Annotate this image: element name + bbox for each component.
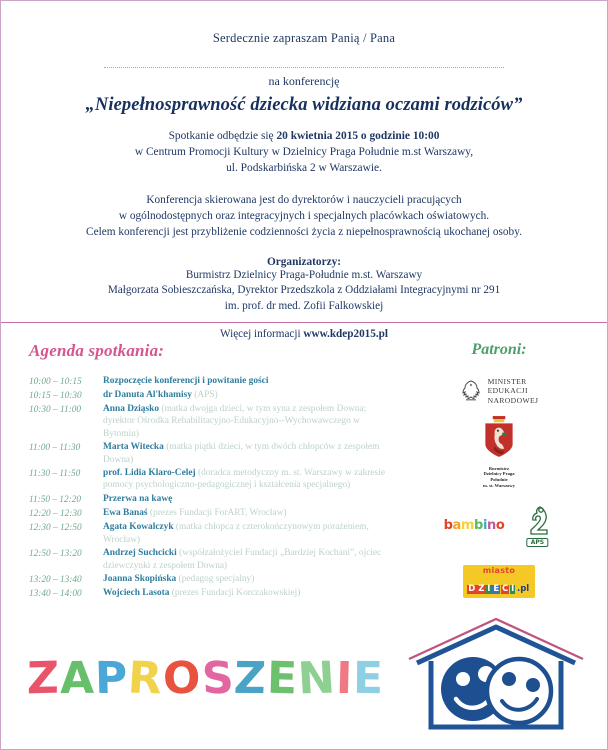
agenda-row-desc: (prezes Fundacji ForART, Wrocław)	[147, 508, 287, 519]
bambino-letter: o	[495, 518, 505, 534]
middle-section	[1, 323, 607, 609]
patrons-panel	[401, 323, 607, 609]
agenda-row-name: Joanna Skopińska	[103, 574, 177, 585]
zaproszenie-letter: Z	[26, 652, 61, 705]
miasto-dzieci-letter: I	[511, 583, 515, 594]
agenda-row-name: Ewa Banaś	[103, 508, 148, 519]
praga-coat-of-arms-icon	[481, 415, 517, 459]
logo-bambino	[444, 518, 505, 533]
invitation-header-section	[1, 1, 607, 341]
agenda-heading: Agenda spotkania:	[29, 341, 165, 360]
zaproszenie-letter: Z	[233, 652, 269, 705]
smiley-filled-eye-left	[456, 672, 470, 686]
agenda-row	[29, 547, 401, 571]
aps-figure-icon	[520, 505, 554, 539]
agenda-row-name: dr Danuta Al'khamisy	[103, 390, 192, 401]
agenda-row-time: 11:00 – 11:30	[29, 442, 81, 453]
organizer-line-3: im. prof. dr med. Zofii Falkowskiej	[224, 299, 384, 312]
more-info-prefix: Więcej informacji	[220, 328, 304, 341]
description-line-3: Celem konferencji jest przybliżenie codzienności życia z niepełnosprawnością ukochanej osoby.	[86, 226, 522, 239]
praga-caption-2: Dzielnicy Praga	[483, 471, 515, 477]
house-smileys-logo	[401, 617, 591, 742]
miasto-dzieci-letter: E	[493, 583, 500, 594]
smiley-outline-eye-left	[502, 672, 516, 686]
smiley-outline-face	[487, 659, 551, 723]
agenda-row	[29, 521, 401, 545]
agenda-row-name: Wojciech Lasota	[103, 588, 170, 599]
agenda-row-name: Rozpoczęcie konferencji i powitanie gości	[103, 376, 269, 386]
agenda-row-text	[103, 573, 260, 585]
agenda-row-text	[103, 441, 401, 465]
na-konferencje-text: na konferencję	[268, 74, 340, 88]
agenda-panel	[1, 323, 401, 609]
agenda-row	[29, 403, 401, 440]
agenda-row-name: Andrzej Suchcicki	[103, 548, 177, 559]
agenda-row-name: prof. Lidia Klaro-Celej	[103, 468, 196, 479]
bambino-letter: i	[482, 518, 487, 534]
patrons-heading: Patroni:	[471, 341, 527, 358]
zaproszenie-letter: A	[59, 652, 96, 705]
logo-miasto-dzieci	[401, 565, 597, 598]
dotted-divider	[104, 66, 504, 68]
agenda-row-desc: (matka chłopca z czterokończynowym porażeniem, Wrocław)	[103, 522, 369, 545]
organizer-line-1: Burmistrz Dzielnicy Praga-Południe m.st. Warszawy	[185, 268, 423, 281]
miasto-dzieci-top: miasto	[482, 565, 516, 575]
agenda-row	[29, 375, 401, 388]
men-line-2: EDUKACJI	[487, 386, 528, 396]
agenda-row-time: 12:50 – 13:20	[29, 548, 82, 559]
agenda-row-desc: (pedagog specjalny)	[176, 574, 255, 585]
event-date-value: 20 kwietnia 2015 o godzinie 10:00	[276, 130, 440, 142]
agenda-row-name: Przerwa na kawę	[103, 494, 173, 505]
agenda-row-time: 12:20 – 12:30	[29, 508, 82, 519]
agenda-row-name: Marta Witecka	[103, 442, 164, 453]
footer-section	[1, 609, 607, 749]
zaproszenie-letter: P	[94, 652, 129, 705]
zaproszenie-wordmark	[26, 652, 401, 705]
bambino-letter: n	[487, 518, 496, 534]
agenda-row	[29, 467, 401, 491]
zaproszenie-letter: N	[296, 652, 338, 705]
bambino-letter: m	[460, 518, 475, 534]
agenda-row-time: 10:30 – 11:00	[29, 404, 81, 415]
praga-caption-4: m. st. Warszawy	[482, 482, 516, 488]
agenda-row-desc: (współzałożyciel Fundacji „Bardziej Kochani”, ojciec dziewczynki z zespołem Downa)	[103, 548, 382, 571]
miasto-dzieci-letter: D	[468, 583, 476, 594]
agenda-row-text	[103, 587, 306, 599]
agenda-row-desc: (APS)	[191, 390, 218, 401]
greeting-text: Serdecznie zapraszam Panią / Pana	[212, 31, 396, 45]
agenda-row-text	[103, 493, 178, 505]
agenda-row-name: Anna Dziąsko	[103, 404, 160, 415]
agenda-row-time: 13:20 – 13:40	[29, 574, 82, 585]
miasto-dzieci-suffix: .pl	[516, 583, 530, 594]
agenda-row-desc: (prezes Fundacji Korczakowskiej)	[169, 588, 301, 599]
zaproszenie-letter: E	[266, 652, 299, 705]
zaproszenie-letter: S	[200, 652, 236, 705]
agenda-row-text	[103, 403, 401, 440]
event-details	[41, 128, 567, 177]
zaproszenie-letter: R	[126, 652, 165, 705]
agenda-row-time: 10:15 – 10:30	[29, 390, 82, 401]
event-date-prefix: Spotkanie odbędzie się	[168, 130, 277, 142]
agenda-row-name: Agata Kowalczyk	[103, 522, 174, 533]
agenda-row	[29, 441, 401, 465]
agenda-row-time: 12:30 – 12:50	[29, 522, 82, 533]
agenda-list	[29, 375, 401, 600]
agenda-row-time: 11:30 – 11:50	[29, 468, 81, 479]
zaproszenie-letter: O	[162, 652, 203, 705]
agenda-row-text	[103, 521, 401, 545]
agenda-row-desc: (matka dwojga dzieci, w tym syna z zespołem Downa; dyrektor Ośrodka Rehabilitacyjno-Edukacyjno--Wychowawczego w Bytomiu)	[103, 404, 367, 439]
description-line-1: Konferencja skierowana jest do dyrektorów i nauczycieli pracujących	[146, 193, 462, 206]
agenda-row-text	[103, 375, 274, 387]
website-link[interactable]: www.kdep2015.pl	[303, 328, 388, 341]
men-line-3: NARODOWEJ	[487, 395, 539, 405]
agenda-row	[29, 507, 401, 520]
event-address-line: ul. Podskarbińska 2 w Warszawie.	[226, 162, 382, 175]
logo-aps	[520, 505, 554, 547]
description-line-2: w ogólnodostępnych oraz integracyjnych i specjalnych placówkach oświatowych.	[118, 209, 490, 222]
event-venue-line: w Centrum Promocji Kultury w Dzielnicy Praga Południe m.st Warszawy,	[134, 146, 474, 159]
agenda-row	[29, 573, 401, 586]
agenda-row-text	[103, 507, 293, 519]
agenda-row-time: 11:50 – 12:20	[29, 494, 81, 505]
conference-title: „Niepełnosprawność dziecka widziana oczami rodziców”	[85, 95, 523, 115]
zaproszenie-letter: I	[335, 652, 355, 705]
bambino-letter: a	[452, 518, 461, 534]
logo-men	[401, 377, 597, 405]
zaproszenie-letter: E	[353, 652, 385, 705]
polish-eagle-icon	[460, 379, 482, 403]
agenda-row-time: 10:00 – 10:15	[29, 376, 82, 387]
conference-description	[41, 192, 567, 241]
bambino-letter: b	[443, 518, 453, 534]
praga-caption-3: Południe	[490, 477, 508, 483]
organizer-line-2: Małgorzata Sobieszczańska, Dyrektor Przedszkola z Oddziałami Integracyjnymi nr 291	[107, 284, 501, 297]
aps-badge-label: APS	[527, 538, 548, 547]
miasto-dzieci-letter: Z	[478, 583, 485, 594]
miasto-dzieci-letter: I	[487, 583, 491, 594]
miasto-dzieci-letter: C	[502, 583, 509, 594]
agenda-row-desc: (doradca metodyczny m. st. Warszawy w zakresie pomocy psychologiczno-pedagogicznej i kształcenia specjalnego)	[103, 468, 385, 491]
agenda-row-desc: (matka piątki dzieci, w tym dwóch chłopców z zespołem Downa)	[103, 442, 380, 465]
smiley-outline-eye-right	[526, 678, 540, 692]
agenda-row	[29, 493, 401, 506]
agenda-row-text	[103, 547, 401, 571]
praga-caption-1: Burmistrz	[488, 465, 510, 471]
men-line-1: MINISTER	[487, 377, 527, 386]
agenda-row-time: 13:40 – 14:00	[29, 588, 82, 599]
event-date-line	[41, 128, 567, 144]
agenda-row	[29, 389, 401, 402]
agenda-row-text	[103, 389, 224, 401]
bambino-letter: b	[474, 518, 483, 534]
miasto-dzieci-letters	[467, 576, 531, 595]
logo-praga-poludnie	[401, 415, 597, 489]
logo-row-bambino-aps	[401, 505, 597, 547]
agenda-row	[29, 587, 401, 600]
agenda-row-text	[103, 467, 401, 491]
organizers-heading: Organizatorzy:	[266, 255, 342, 268]
